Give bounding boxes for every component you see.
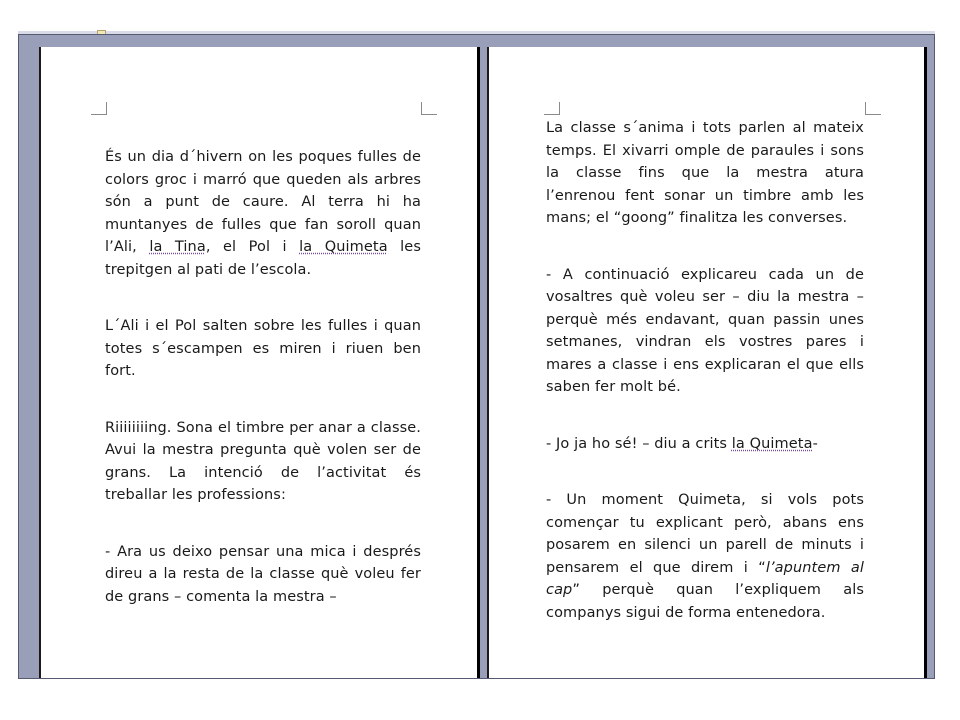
text-segment: L´Ali i el Pol salten sobre les fulles i quan totes s´escampen es miren i riuen ben fort. (105, 318, 421, 379)
text-segment: - Ara us deixo pensar una mica i després direu a la resta de la classe què voleu fer de grans – comenta la mestra – (105, 543, 421, 605)
paragraph (105, 315, 421, 383)
margin-corner-top-left (91, 102, 107, 115)
text-segment: És un dia d´hivern on les poques fulles de colors groc i marró que queden als arbres són a punt de caure. Al terra hi ha muntanyes de fulles que fan soroll quan l’Ali, (105, 149, 421, 255)
spellcheck-flagged-text: la Tina (149, 239, 206, 255)
paragraph (546, 489, 864, 624)
spellcheck-flagged-text: la Quimeta (731, 435, 813, 452)
document-viewport[interactable] (18, 34, 935, 679)
paragraph (105, 417, 421, 507)
margin-corner-top-right (865, 102, 881, 115)
text-segment: Riiiiiiiing. Sona el timbre per anar a classe. Avui la mestra pregunta què volen ser de grans. La intenció de l’activitat és treballar les professions: (105, 419, 421, 503)
page-right (487, 47, 927, 679)
paragraph (105, 146, 421, 281)
paragraph (105, 541, 421, 609)
margin-corner-top-right (421, 102, 437, 115)
paragraph (546, 264, 864, 399)
text-segment: La classe s´anima i tots parlen al mateix temps. El xivarri omple de paraules i sons la classe fins que la mestra atura l’enrenou fent sonar un timbre amb les mans; el “goong” finalitza les converses. (546, 120, 864, 226)
paragraph (546, 117, 864, 230)
text-segment: - Un moment Quimeta, si vols pots començar tu explicant però, abans ens posarem en silenci un parell de minuts i pensarem el que direm i “ (546, 492, 864, 576)
right-page-text[interactable] (546, 117, 864, 658)
italic-text: l’apuntem al cap (546, 559, 865, 598)
text-segment: , el Pol i (205, 239, 300, 255)
text-segment: - Jo ja ho sé! – diu a crits (546, 435, 732, 452)
text-segment: - (812, 435, 818, 452)
text-segment: - A continuació explicareu cada un de vosaltres què voleu ser – diu la mestra – perquè més endavant, quan passin unes setmanes, vindran els vostres pares i mares a classe i ens explicaran el que ells saben fer molt bé. (546, 266, 864, 395)
paragraph (546, 433, 864, 456)
text-segment: ” perquè quan l’expliquem als companys sigui de forma entenedora. (546, 582, 864, 621)
left-page-text[interactable] (105, 146, 421, 642)
page-left (39, 47, 480, 679)
margin-corner-top-left (544, 102, 560, 115)
text-segment: les trepitgen al pati de l’escola. (105, 239, 421, 278)
spellcheck-flagged-text: la Quimeta (299, 239, 388, 255)
